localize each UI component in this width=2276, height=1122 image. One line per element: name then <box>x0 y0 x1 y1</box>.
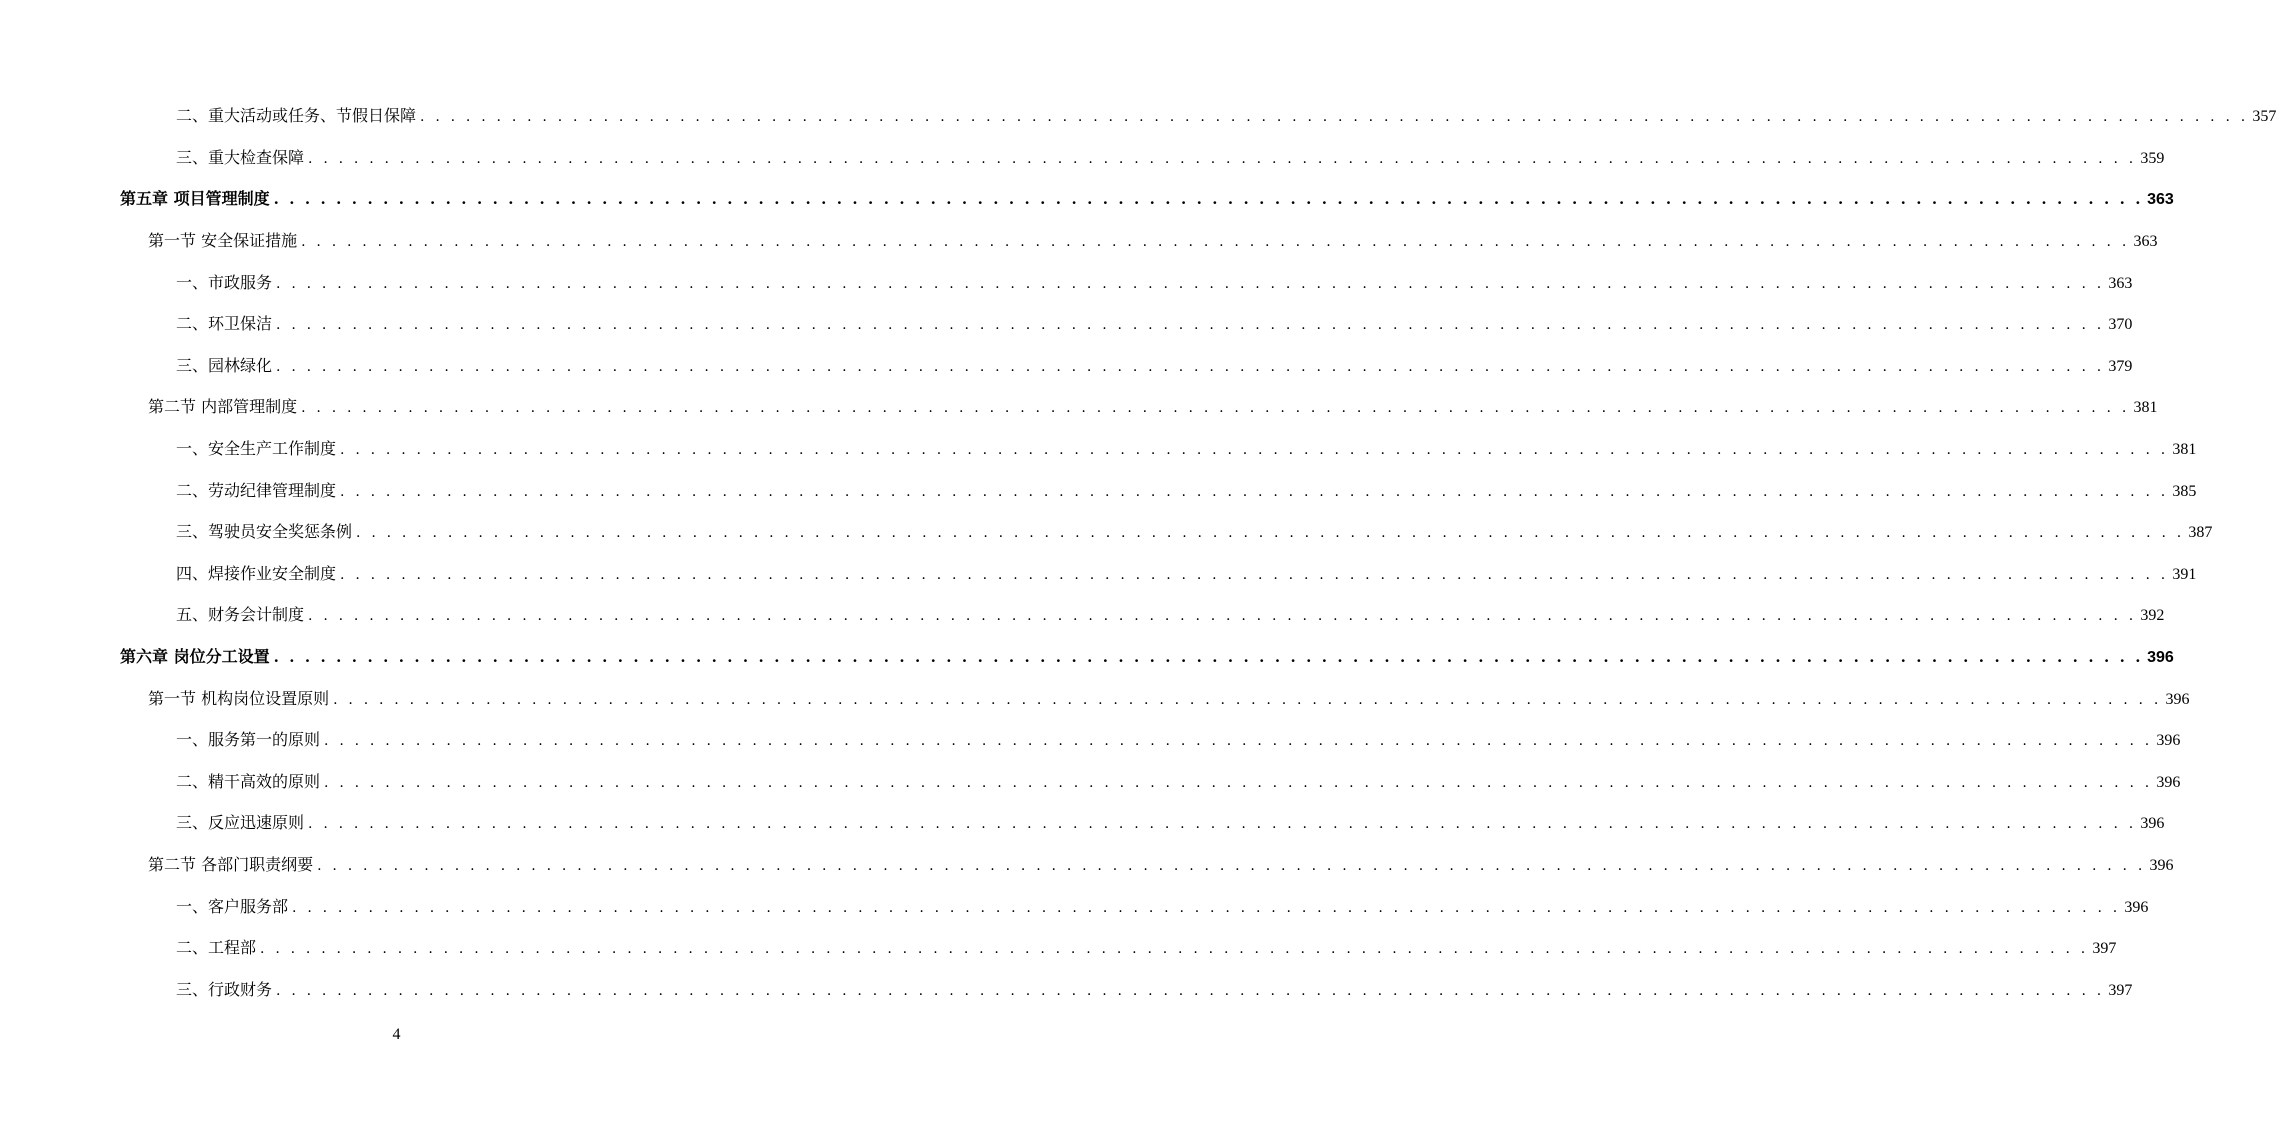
toc-entry-page-number: 396 <box>2140 815 2165 833</box>
toc-dot-leader: . . . . . . . . . . . . . . . . . . . . . . . . . . . . . . . . . . . . . . . . . . . . . . . . . . . . . . . . . . . . . . . . . . . . . . . . . . . . . . . . . . . . . . . . . . . . . . . . . . . . . . . . . . . . . . . . . . . . . . . . <box>356 525 2185 542</box>
toc-entry-title: 三、行政财务 <box>176 979 273 999</box>
toc-dot-leader: . . . . . . . . . . . . . . . . . . . . . . . . . . . . . . . . . . . . . . . . . . . . . . . . . . . . . . . . . . . . . . . . . . . . . . . . . . . . . . . . . . . . . . . . . . . . . . . . . . . . . . . . . . . . . . . . . . . . . . . . <box>273 648 2144 667</box>
toc-entry-line <box>0 813 2165 834</box>
toc-entry-page-number: 396 <box>2156 773 2181 791</box>
toc-section-entry[interactable] <box>0 387 2158 429</box>
toc-entry-line <box>0 189 2174 210</box>
toc-entry-line <box>0 938 2117 959</box>
toc-entry-page-number: 391 <box>2172 565 2197 583</box>
toc-entry-line <box>0 355 2133 377</box>
toc-subsection-entry[interactable] <box>0 886 2149 928</box>
toc-entry-page-number: 381 <box>2172 441 2197 459</box>
toc-subsection-entry[interactable] <box>0 720 2181 762</box>
toc-chapter-entry[interactable] <box>0 179 2174 221</box>
toc-entry-page-number: 385 <box>2172 482 2197 500</box>
toc-subsection-entry[interactable] <box>0 803 2165 845</box>
toc-entry-line <box>0 480 2197 502</box>
toc-dot-leader: . . . . . . . . . . . . . . . . . . . . . . . . . . . . . . . . . . . . . . . . . . . . . . . . . . . . . . . . . . . . . . . . . . . . . . . . . . . . . . . . . . . . . . . . . . . . . . . . . . . . . . . . . . . . . . . . . . . . . . . . <box>340 442 2169 459</box>
toc-dot-leader: . . . . . . . . . . . . . . . . . . . . . . . . . . . . . . . . . . . . . . . . . . . . . . . . . . . . . . . . . . . . . . . . . . . . . . . . . . . . . . . . . . . . . . . . . . . . . . . . . . . . . . . . . . . . . . . . . . . . . . . . <box>308 608 2137 625</box>
toc-dot-leader: . . . . . . . . . . . . . . . . . . . . . . . . . . . . . . . . . . . . . . . . . . . . . . . . . . . . . . . . . . . . . . . . . . . . . . . . . . . . . . . . . . . . . . . . . . . . . . . . . . . . . . . . . . . . . . . . . . . . . . . . <box>308 816 2137 833</box>
toc-entry-title: 一、服务第一的原则 <box>176 730 321 750</box>
toc-entry-page-number: 396 <box>2147 649 2174 667</box>
toc-entry-page-number: 381 <box>2133 399 2158 417</box>
toc-entry-title: 一、安全生产工作制度 <box>176 439 337 459</box>
toc-entry-title: 第一节 机构岗位设置原则 <box>148 688 330 708</box>
toc-subsection-entry[interactable] <box>0 928 2117 970</box>
toc-subsection-entry[interactable] <box>0 304 2133 346</box>
toc-entry-title: 三、园林绿化 <box>176 355 273 375</box>
toc-subsection-entry[interactable] <box>0 262 2133 304</box>
toc-entry-title: 二、精干高效的原则 <box>176 771 321 791</box>
toc-entry-title: 二、环卫保洁 <box>176 314 273 334</box>
toc-section-entry[interactable] <box>0 845 2174 887</box>
toc-entry-line <box>0 730 2181 751</box>
toc-entry-page-number: 359 <box>2140 149 2165 167</box>
toc-dot-leader: . . . . . . . . . . . . . . . . . . . . . . . . . . . . . . . . . . . . . . . . . . . . . . . . . . . . . . . . . . . . . . . . . . . . . . . . . . . . . . . . . . . . . . . . . . . . . . . . . . . . . . . . . . . . . . . . . . . . . . . . <box>340 483 2169 500</box>
toc-entry-line <box>0 314 2133 335</box>
toc-entry-line <box>0 106 2276 127</box>
table-of-contents <box>0 96 2276 1011</box>
toc-entry-line <box>0 771 2181 793</box>
toc-entry-page-number: 357 <box>2252 108 2276 126</box>
toc-subsection-entry[interactable] <box>0 969 2133 1011</box>
toc-entry-line <box>0 605 2165 626</box>
toc-dot-leader: . . . . . . . . . . . . . . . . . . . . . . . . . . . . . . . . . . . . . . . . . . . . . . . . . . . . . . . . . . . . . . . . . . . . . . . . . . . . . . . . . . . . . . . . . . . . . . . . . . . . . . . . . . . . . . . . . . . . . . . . <box>301 234 2130 251</box>
toc-entry-line <box>0 439 2197 460</box>
toc-dot-leader: . . . . . . . . . . . . . . . . . . . . . . . . . . . . . . . . . . . . . . . . . . . . . . . . . . . . . . . . . . . . . . . . . . . . . . . . . . . . . . . . . . . . . . . . . . . . . . . . . . . . . . . . . . . . . . . . . . . . . . . . <box>273 190 2144 209</box>
toc-subsection-entry[interactable] <box>0 470 2197 512</box>
toc-entry-page-number: 363 <box>2133 233 2158 251</box>
toc-entry-title: 一、客户服务部 <box>176 896 289 916</box>
toc-entry-page-number: 363 <box>2147 191 2174 209</box>
toc-dot-leader: . . . . . . . . . . . . . . . . . . . . . . . . . . . . . . . . . . . . . . . . . . . . . . . . . . . . . . . . . . . . . . . . . . . . . . . . . . . . . . . . . . . . . . . . . . . . . . . . . . . . . . . . . . . . . . . . . . . . . . . . <box>276 982 2105 999</box>
toc-dot-leader: . . . . . . . . . . . . . . . . . . . . . . . . . . . . . . . . . . . . . . . . . . . . . . . . . . . . . . . . . . . . . . . . . . . . . . . . . . . . . . . . . . . . . . . . . . . . . . . . . . . . . . . . . . . . . . . . . . . . . . . . <box>420 109 2249 126</box>
toc-dot-leader: . . . . . . . . . . . . . . . . . . . . . . . . . . . . . . . . . . . . . . . . . . . . . . . . . . . . . . . . . . . . . . . . . . . . . . . . . . . . . . . . . . . . . . . . . . . . . . . . . . . . . . . . . . . . . . . . . . . . . . . . <box>276 358 2105 375</box>
toc-dot-leader: . . . . . . . . . . . . . . . . . . . . . . . . . . . . . . . . . . . . . . . . . . . . . . . . . . . . . . . . . . . . . . . . . . . . . . . . . . . . . . . . . . . . . . . . . . . . . . . . . . . . . . . . . . . . . . . . . . . . . . . . <box>340 566 2169 583</box>
toc-subsection-entry[interactable] <box>0 429 2197 471</box>
toc-entry-title: 三、驾驶员安全奖惩条例 <box>176 522 353 542</box>
toc-entry-title: 二、劳动纪律管理制度 <box>176 480 337 500</box>
toc-entry-title: 四、焊接作业安全制度 <box>176 563 337 583</box>
toc-entry-line <box>0 397 2158 418</box>
toc-entry-page-number: 397 <box>2108 981 2133 999</box>
toc-subsection-entry[interactable] <box>0 554 2197 596</box>
toc-entry-title: 第二节 各部门职责纲要 <box>148 854 314 874</box>
toc-entry-line <box>0 272 2133 294</box>
toc-entry-line <box>0 979 2133 1001</box>
toc-dot-leader: . . . . . . . . . . . . . . . . . . . . . . . . . . . . . . . . . . . . . . . . . . . . . . . . . . . . . . . . . . . . . . . . . . . . . . . . . . . . . . . . . . . . . . . . . . . . . . . . . . . . . . . . . . . . . . . . . . . . . . . . <box>301 400 2130 417</box>
toc-entry-title: 第一节 安全保证措施 <box>148 231 298 251</box>
toc-dot-leader: . . . . . . . . . . . . . . . . . . . . . . . . . . . . . . . . . . . . . . . . . . . . . . . . . . . . . . . . . . . . . . . . . . . . . . . . . . . . . . . . . . . . . . . . . . . . . . . . . . . . . . . . . . . . . . . . . . . . . . . . <box>292 899 2121 916</box>
toc-dot-leader: . . . . . . . . . . . . . . . . . . . . . . . . . . . . . . . . . . . . . . . . . . . . . . . . . . . . . . . . . . . . . . . . . . . . . . . . . . . . . . . . . . . . . . . . . . . . . . . . . . . . . . . . . . . . . . . . . . . . . . . . <box>324 733 2153 750</box>
toc-dot-leader: . . . . . . . . . . . . . . . . . . . . . . . . . . . . . . . . . . . . . . . . . . . . . . . . . . . . . . . . . . . . . . . . . . . . . . . . . . . . . . . . . . . . . . . . . . . . . . . . . . . . . . . . . . . . . . . . . . . . . . . . <box>317 857 2146 874</box>
toc-entry-title: 三、反应迅速原则 <box>176 813 305 833</box>
toc-subsection-entry[interactable] <box>0 595 2165 637</box>
toc-entry-page-number: 396 <box>2124 898 2149 916</box>
page-number: 4 <box>392 1026 401 1043</box>
toc-entry-page-number: 379 <box>2108 357 2133 375</box>
toc-entry-page-number: 392 <box>2140 607 2165 625</box>
toc-entry-title: 二、工程部 <box>176 938 257 958</box>
toc-subsection-entry[interactable] <box>0 96 2276 138</box>
toc-entry-line <box>0 147 2165 169</box>
toc-entry-line <box>0 688 2190 710</box>
toc-section-entry[interactable] <box>0 221 2158 263</box>
toc-entry-page-number: 396 <box>2165 690 2190 708</box>
toc-entry-line <box>0 563 2197 585</box>
toc-entry-page-number: 387 <box>2188 524 2213 542</box>
toc-entry-line <box>0 896 2149 918</box>
toc-dot-leader: . . . . . . . . . . . . . . . . . . . . . . . . . . . . . . . . . . . . . . . . . . . . . . . . . . . . . . . . . . . . . . . . . . . . . . . . . . . . . . . . . . . . . . . . . . . . . . . . . . . . . . . . . . . . . . . . . . . . . . . . <box>324 774 2153 791</box>
toc-entry-title: 一、市政服务 <box>176 272 273 292</box>
toc-subsection-entry[interactable] <box>0 346 2133 388</box>
toc-entry-page-number: 363 <box>2108 274 2133 292</box>
toc-entry-title: 五、财务会计制度 <box>176 605 305 625</box>
toc-subsection-entry[interactable] <box>0 512 2213 554</box>
toc-entry-page-number: 397 <box>2092 940 2117 958</box>
toc-entry-line <box>0 231 2158 252</box>
toc-entry-title: 三、重大检查保障 <box>176 147 305 167</box>
toc-entry-page-number: 396 <box>2156 732 2181 750</box>
toc-entry-line <box>0 854 2174 876</box>
toc-entry-line <box>0 522 2213 543</box>
toc-entry-title: 二、重大活动或任务、节假日保障 <box>176 106 417 126</box>
toc-subsection-entry[interactable] <box>0 762 2181 804</box>
toc-entry-page-number: 370 <box>2108 316 2133 334</box>
toc-entry-line <box>0 647 2174 668</box>
toc-entry-title: 第六章 岗位分工设置 <box>120 647 270 667</box>
toc-dot-leader: . . . . . . . . . . . . . . . . . . . . . . . . . . . . . . . . . . . . . . . . . . . . . . . . . . . . . . . . . . . . . . . . . . . . . . . . . . . . . . . . . . . . . . . . . . . . . . . . . . . . . . . . . . . . . . . . . . . . . . . . <box>276 275 2105 292</box>
toc-entry-title: 第二节 内部管理制度 <box>148 397 298 417</box>
toc-section-entry[interactable] <box>0 678 2190 720</box>
toc-entry-title: 第五章 项目管理制度 <box>120 189 270 209</box>
toc-dot-leader: . . . . . . . . . . . . . . . . . . . . . . . . . . . . . . . . . . . . . . . . . . . . . . . . . . . . . . . . . . . . . . . . . . . . . . . . . . . . . . . . . . . . . . . . . . . . . . . . . . . . . . . . . . . . . . . . . . . . . . . . <box>333 691 2162 708</box>
toc-entry-page-number: 396 <box>2149 856 2174 874</box>
toc-subsection-entry[interactable] <box>0 138 2165 180</box>
toc-chapter-entry[interactable] <box>0 637 2174 679</box>
toc-dot-leader: . . . . . . . . . . . . . . . . . . . . . . . . . . . . . . . . . . . . . . . . . . . . . . . . . . . . . . . . . . . . . . . . . . . . . . . . . . . . . . . . . . . . . . . . . . . . . . . . . . . . . . . . . . . . . . . . . . . . . . . . <box>276 317 2105 334</box>
toc-dot-leader: . . . . . . . . . . . . . . . . . . . . . . . . . . . . . . . . . . . . . . . . . . . . . . . . . . . . . . . . . . . . . . . . . . . . . . . . . . . . . . . . . . . . . . . . . . . . . . . . . . . . . . . . . . . . . . . . . . . . . . . . <box>308 150 2137 167</box>
toc-dot-leader: . . . . . . . . . . . . . . . . . . . . . . . . . . . . . . . . . . . . . . . . . . . . . . . . . . . . . . . . . . . . . . . . . . . . . . . . . . . . . . . . . . . . . . . . . . . . . . . . . . . . . . . . . . . . . . . . . . . . . . . . <box>260 941 2089 958</box>
